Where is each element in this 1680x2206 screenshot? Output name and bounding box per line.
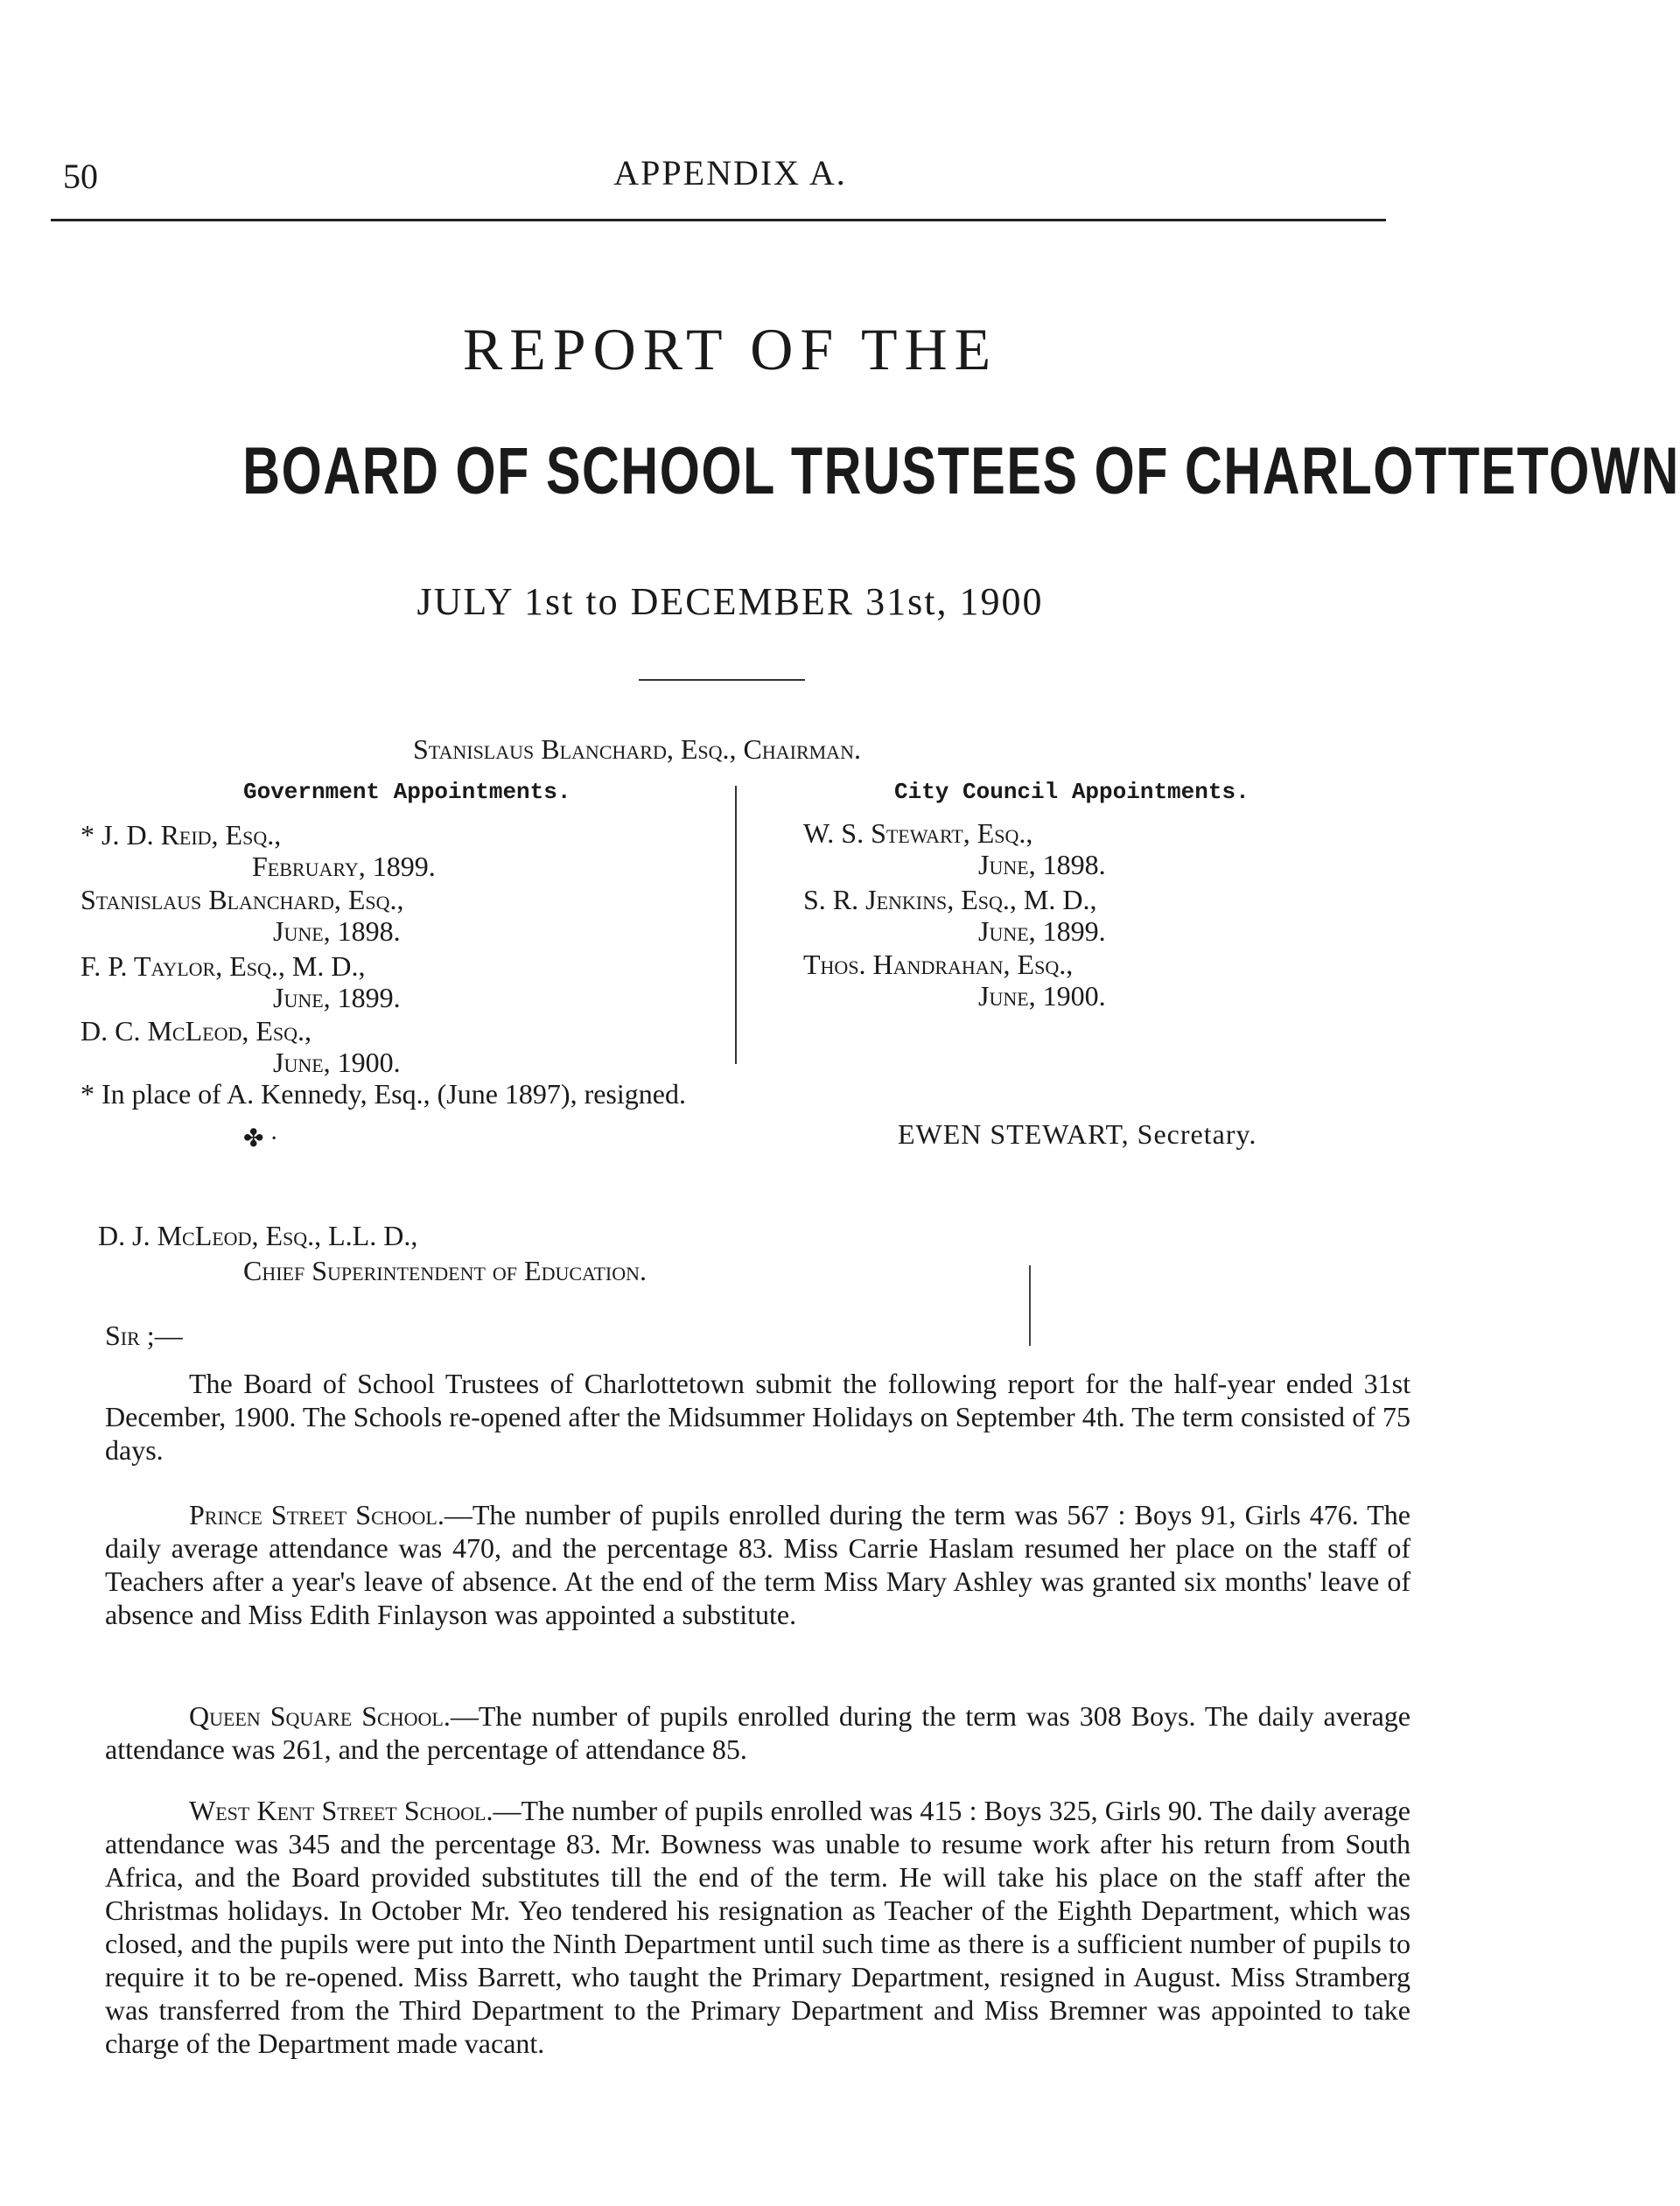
city-member bbox=[803, 817, 1106, 880]
member-name: Stanislaus Blanchard, Esq., bbox=[80, 884, 404, 915]
school-heading: Prince Street School. bbox=[189, 1499, 444, 1530]
government-member bbox=[80, 950, 401, 1013]
page-number: 50 bbox=[63, 157, 98, 196]
salutation: Sir ;— bbox=[105, 1320, 183, 1351]
member-name: Thos. Handrahan, Esq., bbox=[803, 949, 1074, 980]
school-heading: Queen Square School. bbox=[189, 1700, 451, 1732]
secretary-line: EWEN STEWART, Secretary. bbox=[898, 1118, 1257, 1150]
column-divider bbox=[735, 786, 737, 1064]
government-member bbox=[80, 884, 404, 947]
queen-square-paragraph bbox=[105, 1699, 1410, 1766]
member-name: D. C. McLeod, Esq., bbox=[80, 1015, 312, 1047]
member-date: June, 1898. bbox=[273, 915, 401, 947]
paragraph-text: —The number of pupils enrolled during the term was 308 Boys. The daily average attendance was 261, and the percentage of attendance 85. bbox=[105, 1700, 1411, 1765]
member-name: F. P. Taylor, Esq., M. D., bbox=[80, 950, 366, 982]
school-heading: West Kent Street School. bbox=[189, 1795, 494, 1826]
member-date: June, 1900. bbox=[273, 1047, 401, 1078]
margin-bar bbox=[1029, 1265, 1031, 1346]
member-date: June, 1898. bbox=[978, 849, 1106, 880]
government-member bbox=[80, 1015, 401, 1078]
member-name: * J. D. Reid, Esq., bbox=[80, 819, 282, 851]
addressee-name: D. J. McLeod, Esq., L.L. D., bbox=[98, 1220, 418, 1251]
west-kent-street-paragraph bbox=[105, 1794, 1410, 2060]
board-title: BOARD OF SCHOOL TRUSTEES OF CHARLOTTETOWN bbox=[242, 434, 1680, 508]
member-name: W. S. Stewart, Esq., bbox=[803, 817, 1033, 849]
member-date: February, 1899. bbox=[252, 851, 436, 882]
city-appointments-heading: City Council Appointments. bbox=[894, 779, 1250, 805]
addressee-title: Chief Superintendent of Education. bbox=[243, 1255, 648, 1286]
chairman-line: Stanislaus Blanchard, Esq., Chairman. bbox=[413, 733, 861, 765]
paragraph-text: —The number of pupils enrolled was 415 : Boys 325, Girls 90. The daily average attendance was 345 and the percentage 83. Mr. Bowness was unable to resume work after his return from South Africa, and the Board provided substitutes till the end of the term. He will take his place on the staff after the Christmas holidays. In October Mr. Yeo tendered his resignation as Teacher of the Eighth Department, which was closed, and the pupils were put into the Ninth Department until such time as there is a sufficient number of pupils to require it to be re-opened. Miss Barrett, who taught the Primary Department, resigned in August. Miss Stramberg was transferred from the Third Department to the Primary Department and Miss Bremner was appointed to take charge of the Department made vacant. bbox=[105, 1795, 1410, 2059]
title-rule bbox=[639, 679, 805, 681]
member-date: June, 1899. bbox=[273, 982, 401, 1013]
running-head: APPENDIX A. bbox=[613, 153, 847, 193]
city-member bbox=[803, 884, 1106, 947]
government-member bbox=[80, 819, 436, 882]
member-date: June, 1900. bbox=[978, 980, 1106, 1012]
prince-street-paragraph bbox=[105, 1498, 1410, 1631]
member-name: S. R. Jenkins, Esq., M. D., bbox=[803, 884, 1097, 915]
paragraph-text: —The number of pupils enrolled during the term was 567 : Boys 91, Girls 476. The daily average attendance was 470, and the percentage 83. Miss Carrie Haslam resumed her place on the staff of Teachers after a year's leave of absence. At the end of the term Miss Mary Ashley was granted six months' leave of absence and Miss Edith Finlayson was appointed a substitute. bbox=[105, 1499, 1411, 1630]
header-rule bbox=[51, 219, 1386, 221]
government-appointments-heading: Government Appointments. bbox=[243, 779, 571, 805]
member-date: June, 1899. bbox=[978, 915, 1106, 947]
intro-paragraph: The Board of School Trustees of Charlottetown submit the following report for the half-year ended 31st December, 1900. The Schools re-opened after the Midsummer Holidays on September 4th. The term consisted of 75 days. bbox=[105, 1368, 1410, 1466]
ornament-mark: ✤ · bbox=[243, 1125, 278, 1152]
addressee-block bbox=[98, 1218, 647, 1288]
date-range: JULY 1st to DECEMBER 31st, 1900 bbox=[416, 580, 1044, 623]
city-member bbox=[803, 949, 1106, 1012]
report-title: REPORT OF THE bbox=[462, 316, 998, 382]
footnote: * In place of A. Kennedy, Esq., (June 1897), resigned. bbox=[80, 1078, 686, 1110]
